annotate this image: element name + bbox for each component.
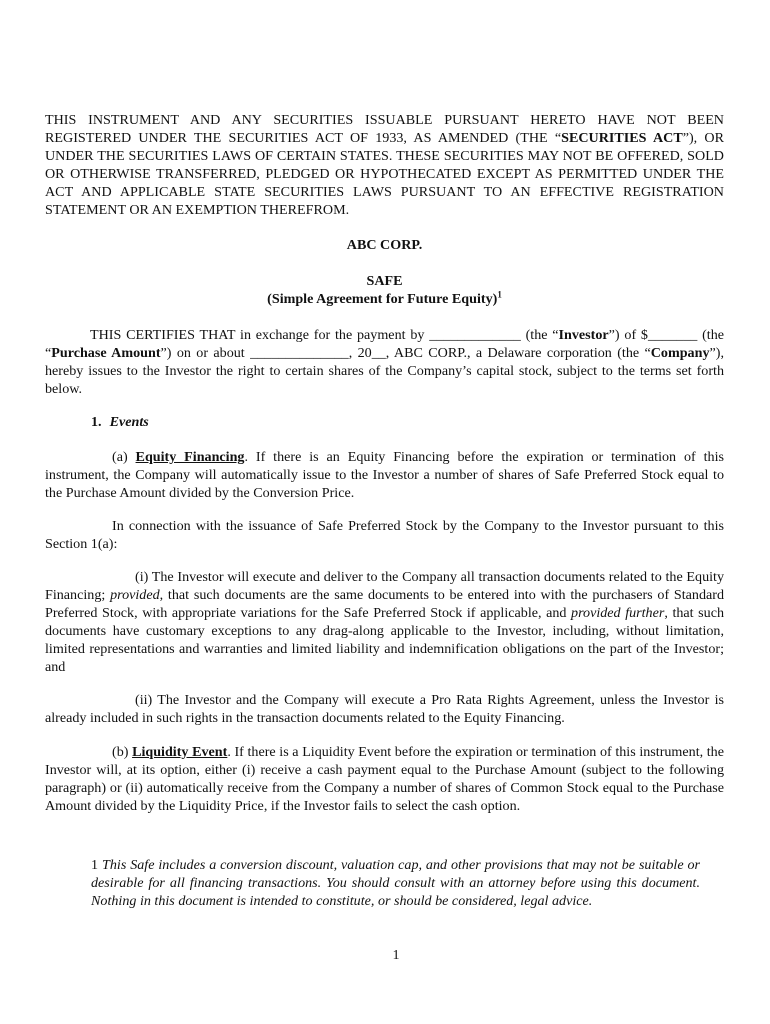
footnote-number: 1 <box>91 857 99 873</box>
intro-purchase-amount-term: Purchase Amount <box>51 344 161 361</box>
section-title: Events <box>109 414 149 430</box>
legend-securities-act: SECURITIES ACT <box>561 129 683 146</box>
paragraph-text: . If there is a Liquidity Event before the expiration or termination of this instrument, the Investor will, at its option, either (i) receive a cash payment equal to the Purchase Amount (subject to the following paragraph) or (ii) automatically receive from the Company a number of shares of Common Stock equal to the Purchase Amount divided by the Liquidity Price, if the Investor fails to select the cash option. <box>45 744 724 814</box>
legend-text: THIS INSTRUMENT AND ANY SECURITIES ISSUABLE PURSUANT HERETO HAVE NOT BEEN REGISTERED UNDER THE SECURITIES ACT OF 1933, AS AMENDED (THE “ <box>45 112 724 146</box>
section-heading <box>91 414 149 432</box>
section-number: 1. <box>91 414 102 430</box>
legend-text-continued: ”), OR UNDER THE SECURITIES LAWS OF CERTAIN STATES. THESE SECURITIES MAY NOT BE OFFERED, SOLD OR OTHERWISE TRANSFERRED, PLEDGED OR HYPOTHECATED EXCEPT AS PERMITTED UNDER THE ACT AND APPLICABLE STATE SECURITIES LAWS PURSUANT TO AN EFFECTIVE REGISTRATION STATEMENT OR AN EXEMPTION THEREFROM. <box>45 129 724 218</box>
page-number: 1 <box>392 947 400 963</box>
intro-text-2: ”) of $_______ (the “ <box>45 327 724 361</box>
footnote-reference: 1 <box>497 289 502 300</box>
paragraph-equity-financing <box>45 449 724 503</box>
footnote <box>91 857 700 911</box>
liquidity-event-term: Liquidity Event <box>132 744 228 760</box>
provided-term: provided <box>110 586 160 603</box>
document-subtitle <box>45 291 724 309</box>
intro-company-term: Company <box>650 344 710 361</box>
equity-financing-term: Equity Financing <box>135 449 245 465</box>
paragraph-label: (b) <box>112 744 133 760</box>
subtitle-text: (Simple Agreement for Future Equity) <box>267 291 498 307</box>
intro-investor-term: Investor <box>558 327 609 343</box>
provided-further-term: provided further <box>571 604 665 621</box>
intro-paragraph <box>45 327 724 399</box>
paragraph-ii: (ii) The Investor and the Company will execute a Pro Rata Rights Agreement, unless the Investor is already included in such rights in the transaction documents related to the Equity Financing. <box>45 692 724 726</box>
paragraph-i-text-2: , that such documents are the same documents to be entered into with the purchasers of Standard Preferred Stock, with appropriate variations for the Safe Preferred Stock if applicable, and <box>45 586 725 621</box>
footnote-text: This Safe includes a conversion discount, valuation cap, and other provisions that may not be suitable or desirable for all financing transactions. You should consult with an attorney before using this document. Nothing in this document is intended to constitute, or should be considered, legal advice. <box>91 857 700 909</box>
paragraph-connection: In connection with the issuance of Safe Preferred Stock by the Company to the Investor pursuant to this Section 1(a): <box>45 518 724 552</box>
paragraph-i <box>45 569 724 676</box>
company-title: ABC CORP. <box>346 237 423 253</box>
securities-legend <box>45 112 724 219</box>
paragraph-i-text-3: , that such documents have customary exceptions to any drag-along applicable to the Investor, including, without limitation, limited representations and warranties and limited liability and indemnification obligations on the part of the Investor; and <box>45 604 724 675</box>
paragraph-text: . If there is an Equity Financing before the expiration or termination of this instrument, the Company will automatically issue to the Investor a number of shares of Safe Preferred Stock equal to the Purchase Amount divided by the Conversion Price. <box>45 449 725 501</box>
paragraph-label: (a) <box>112 449 136 465</box>
document-title: SAFE <box>366 273 403 289</box>
intro-text-3: ”) on or about ______________, 20__, ABC CORP., a Delaware corporation (the “ <box>160 344 651 361</box>
intro-text-4: ”), hereby issues to the Investor the right to certain shares of the Company’s capital stock, subject to the terms set forth below. <box>45 344 724 397</box>
paragraph-liquidity-event <box>45 744 724 816</box>
intro-text-1: THIS CERTIFIES THAT in exchange for the payment by _____________ (the “ <box>90 327 559 343</box>
paragraph-i-text-1: (i) The Investor will execute and deliver to the Company all transaction documents related to the Equity Financing; <box>45 569 724 603</box>
